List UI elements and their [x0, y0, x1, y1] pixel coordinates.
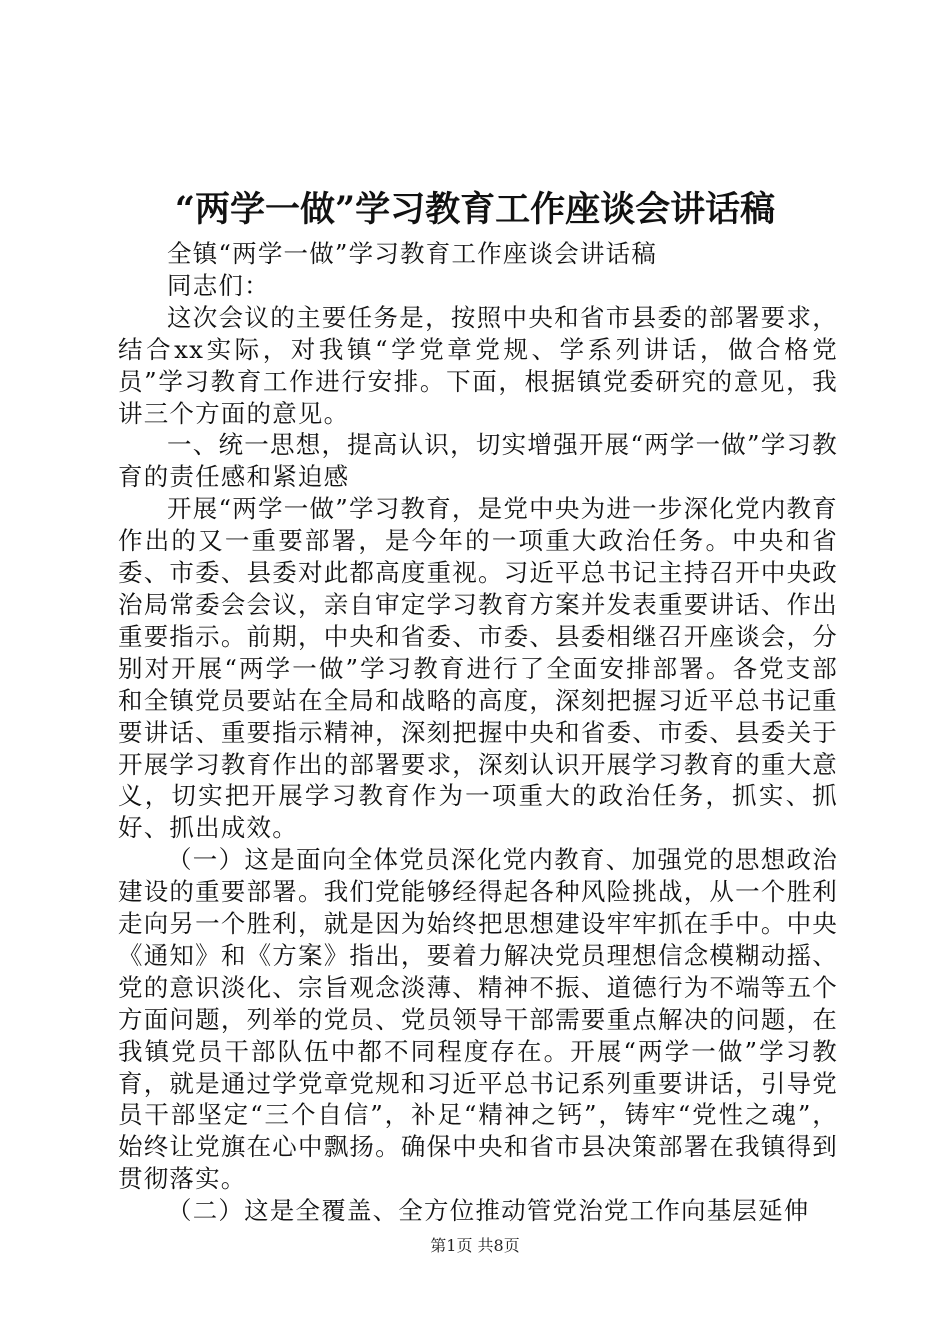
- intro-paragraph: 这次会议的主要任务是，按照中央和省市县委的部署要求，结合xx实际，对我镇“学党章党规、学系列讲话，做合格党员”学习教育工作进行安排。下面，根据镇党委研究的意见，我讲三个方面的意见。: [118, 302, 838, 428]
- subtitle-paragraph: 全镇“两学一做”学习教育工作座谈会讲话稿: [167, 239, 658, 268]
- document-title: “两学一做”学习教育工作座谈会讲话稿: [174, 189, 776, 230]
- body-paragraph: （二）这是全覆盖、全方位推动管党治党工作向基层延伸: [167, 1196, 810, 1226]
- page-number-footer: 第1页 共8页: [430, 1236, 520, 1255]
- section-heading-1: 一、统一思想，提高认识，切实增强开展“两学一做”学习教育的责任感和紧迫感: [118, 430, 838, 492]
- document-body: [118, 238, 838, 1227]
- body-paragraph: 开展“两学一做”学习教育，是党中央为进一步深化党内教育作出的又一重要部署，是今年的一项重大政治任务。中央和省委、市委、县委对此都高度重视。习近平总书记主持召开中央政治局常委会会议，亲自审定学习教育方案并发表重要讲话、作出重要指示。前期，中央和省委、市委、县委相继召开座谈会，分别对开展“两学一做”学习教育进行了全面安排部署。各党支部和全镇党员要站在全局和战略的高度，深刻把握习近平总书记重要讲话、重要指示精神，深刻把握中央和省委、市委、县委关于开展学习教育作出的部署要求，深刻认识开展学习教育的重大意义，切实把开展学习教育作为一项重大的政治任务，抓实、抓好、抓出成效。: [118, 494, 838, 843]
- salutation-paragraph: 同志们：: [167, 270, 270, 300]
- body-paragraph: （一）这是面向全体党员深化党内教育、加强党的思想政治建设的重要部署。我们党能够经得起各种风险挑战，从一个胜利走向另一个胜利，就是因为始终把思想建设牢牢抓在手中。中央《通知》和《方案》指出，要着力解决党员理想信念模糊动摇、党的意识淡化、宗旨观念淡薄、精神不振、道德行为不端等五个方面问题，列举的党员、党员领导干部需要重点解决的问题，在我镇党员干部队伍中都不同程度存在。开展“两学一做”学习教育，就是通过学党章党规和习近平总书记系列重要讲话，引导党员干部坚定“三个自信”，补足“精神之钙”，铸牢“党性之魂”，始终让党旗在心中飘扬。确保中央和省市县决策部署在我镇得到贯彻落实。: [118, 845, 838, 1194]
